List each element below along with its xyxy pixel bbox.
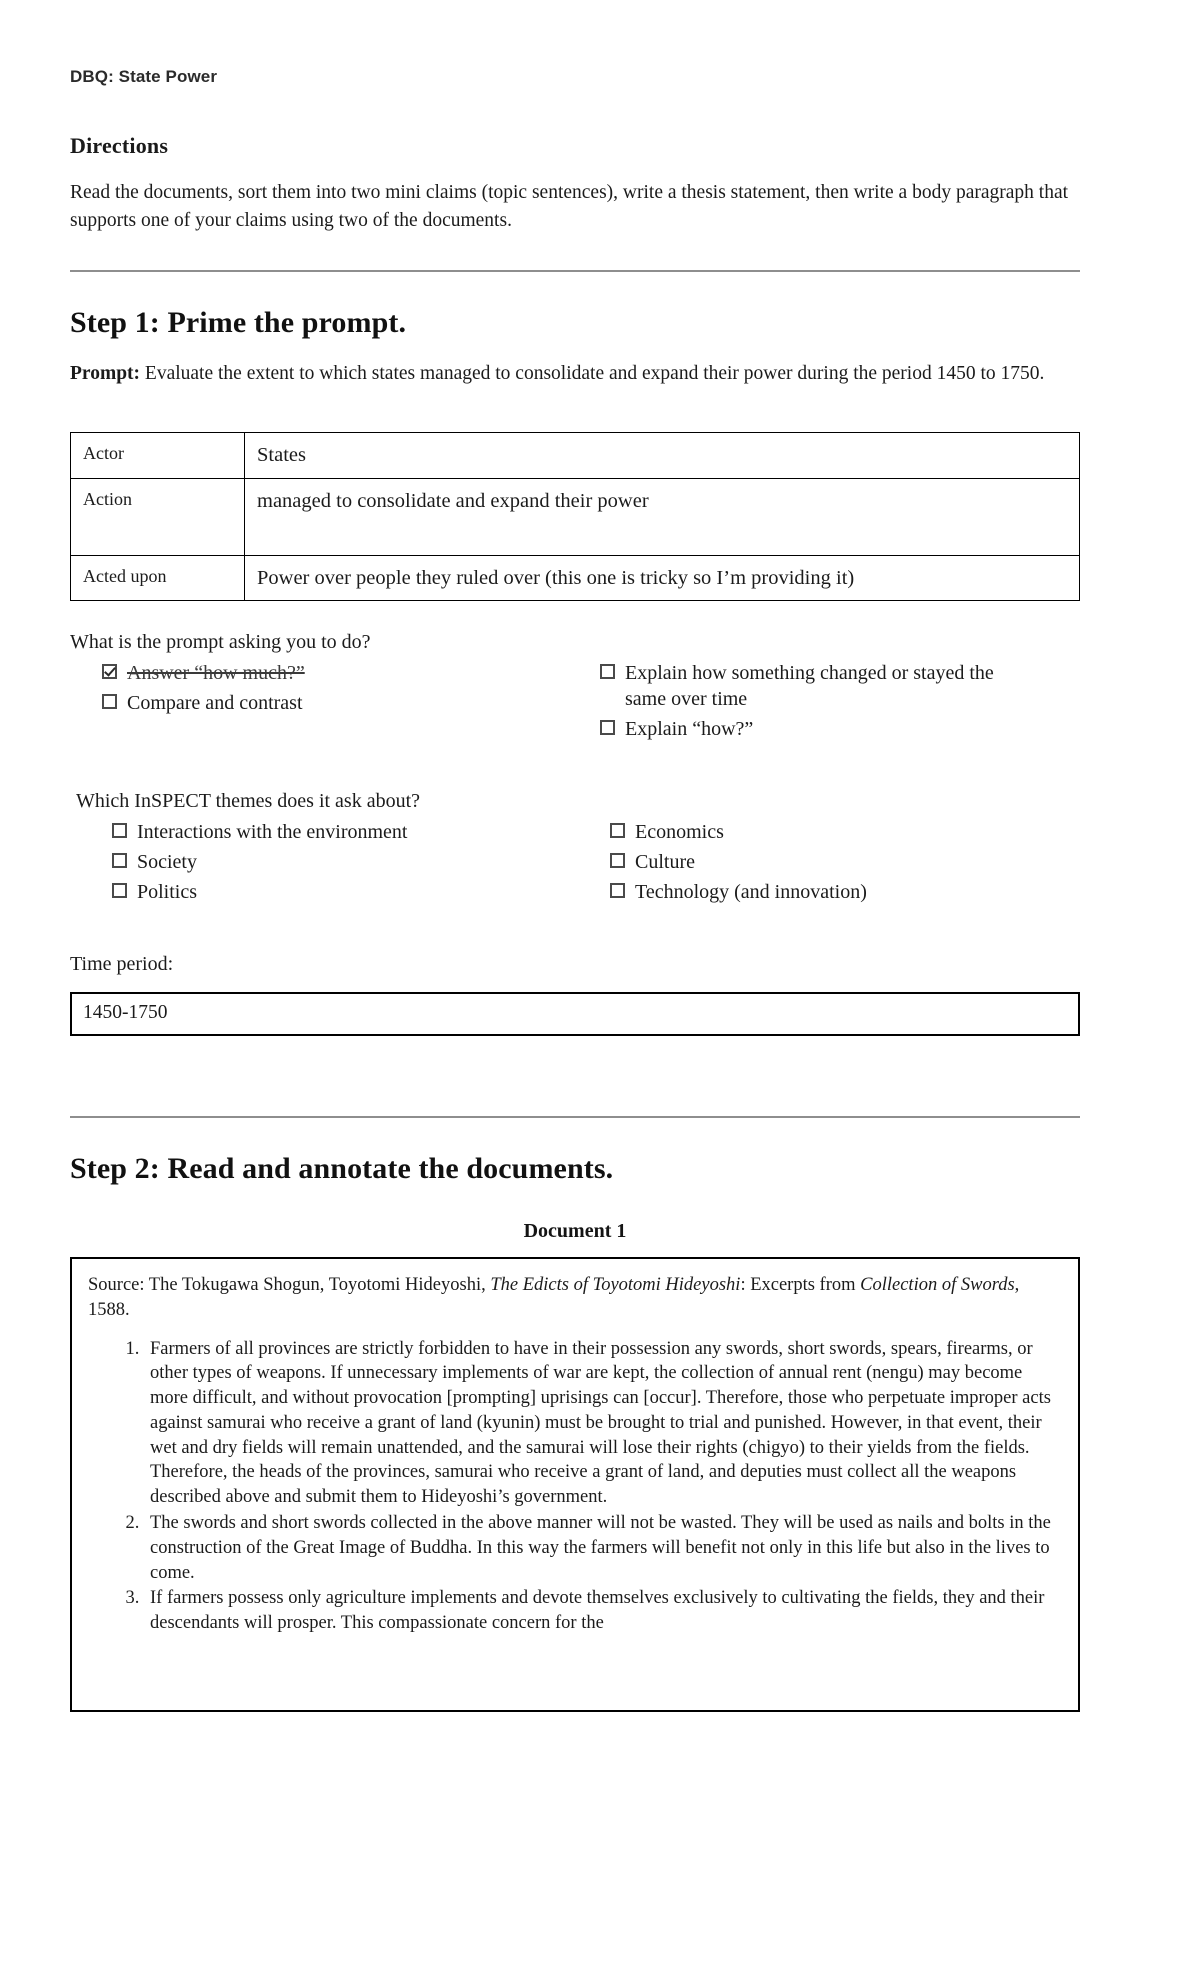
time-period-label: Time period:: [70, 953, 174, 976]
checkbox-row[interactable]: [102, 660, 600, 686]
inspect-themes-question: Which InSPECT themes does it ask about?: [76, 790, 421, 813]
list-item: 2. The swords and short swords collected in the above manner will not be wasted. They will be used as nails and bolts in the construction of the Great Image of Buddha. In this way the farmers will benefit not only in this life but also in the lives to come.: [144, 1511, 1062, 1585]
table-cell-value[interactable]: States: [245, 433, 1080, 479]
document-1-source: [88, 1273, 1062, 1322]
checkbox-icon[interactable]: [112, 823, 127, 838]
checkbox-icon[interactable]: [112, 853, 127, 868]
prompt-label: Prompt:: [70, 363, 141, 385]
inspect-themes-left-column: [76, 819, 610, 905]
document-1-box: [70, 1257, 1080, 1712]
checkbox-label: Compare and contrast: [127, 692, 303, 715]
checkbox-label: Answer “how much?”: [127, 662, 305, 685]
checkbox-icon[interactable]: [610, 853, 625, 868]
prompt-text: Evaluate the extent to which states managed to consolidate and expand their power during the period 1450 to 1750.: [140, 363, 1045, 385]
step2-heading: Step 2: Read and annotate the documents.: [70, 1152, 614, 1186]
checkbox-row[interactable]: [610, 879, 1030, 905]
source-collection: Collection of Swords: [860, 1275, 1015, 1296]
table-cell-value[interactable]: Power over people they ruled over (this one is tricky so I’m providing it): [245, 555, 1080, 601]
checkbox-label: Technology (and innovation): [635, 881, 867, 904]
checkbox-row[interactable]: [600, 716, 1020, 742]
checkbox-label: Interactions with the environment: [137, 821, 408, 844]
checkbox-icon[interactable]: [102, 694, 117, 709]
prompt-paragraph: [70, 360, 1080, 388]
prompt-task-left-column: [70, 660, 600, 742]
checkbox-label: Culture: [635, 851, 695, 874]
checkbox-row[interactable]: [610, 819, 1030, 845]
checkbox-row[interactable]: [112, 879, 610, 905]
checkbox-row[interactable]: [610, 849, 1030, 875]
document-1-heading: Document 1: [523, 1220, 627, 1243]
checkbox-label: Explain how something changed or stayed the same over time: [625, 662, 994, 711]
prompt-task-question-block: [70, 629, 1130, 742]
directions-heading: Directions: [70, 133, 169, 158]
source-title: The Edicts of Toyotomi Hideyoshi: [490, 1275, 741, 1296]
prime-prompt-table: [70, 432, 1080, 601]
inspect-themes-question-block: [70, 788, 1130, 905]
checkbox-row[interactable]: [102, 690, 600, 716]
table-cell-value[interactable]: managed to consolidate and expand their power: [245, 478, 1080, 555]
list-item: 3. If farmers possess only agriculture implements and devote themselves exclusively to cultivating the fields, they and their descendants will prosper. This compassionate concern for the: [144, 1586, 1062, 1636]
checkbox-icon[interactable]: [610, 883, 625, 898]
checkbox-label: Economics: [635, 821, 724, 844]
table-cell-label: Action: [71, 478, 245, 555]
document-1-list: [88, 1337, 1062, 1636]
checkbox-label: Society: [137, 851, 197, 874]
checkbox-icon[interactable]: [600, 720, 615, 735]
checkbox-icon[interactable]: [610, 823, 625, 838]
checkbox-label: Explain “how?”: [625, 718, 754, 741]
checkbox-label: Politics: [137, 881, 198, 904]
checkbox-icon[interactable]: [102, 664, 117, 679]
directions-text: Read the documents, sort them into two mini claims (topic sentences), write a thesis statement, then write a body paragraph that supports one of your claims using two of the documents.: [70, 182, 1069, 231]
list-item: 1. Farmers of all provinces are strictly forbidden to have in their possession any swords, short swords, spears, firearms, or other types of weapons. If unnecessary implements of war are kept, the collection of annual rent (nengu) may become more difficult, and without provocation [prompting] uprisings can [occur]. Therefore, those who perpetuate improper acts against samurai who receive a grant of land (kyunin) must be brought to trial and punished. However, in that event, their wet and dry fields will remain unattended, and the samurai will lose their rights (chigyo) to their yields from the fields. Therefore, the heads of the provinces, samurai who receive a grant of land, and deputies must collect all the weapons described above and submit them to Hideyoshi’s government.: [144, 1337, 1062, 1510]
checkbox-row[interactable]: [112, 849, 610, 875]
table-row: [71, 555, 1080, 601]
source-prefix: Source: The Tokugawa Shogun, Toyotomi Hideyoshi,: [88, 1275, 491, 1296]
table-cell-label: Actor: [71, 433, 245, 479]
prompt-task-question: What is the prompt asking you to do?: [70, 631, 371, 654]
source-middle: : Excerpts from: [740, 1275, 861, 1296]
prompt-task-right-column: [600, 660, 1020, 742]
table-row: [71, 478, 1080, 555]
inspect-themes-right-column: [610, 819, 1030, 905]
checkbox-icon[interactable]: [600, 664, 615, 679]
checkbox-icon[interactable]: [112, 883, 127, 898]
table-cell-label: Acted upon: [71, 555, 245, 601]
source-suffix: , 1588.: [88, 1275, 1020, 1320]
step2-section: [70, 1116, 1130, 1712]
checkbox-row[interactable]: [112, 819, 610, 845]
step1-heading: Step 1: Prime the prompt.: [70, 306, 407, 340]
page-title: DBQ: State Power: [70, 67, 218, 86]
checkbox-row[interactable]: [600, 660, 1020, 712]
table-row: [71, 433, 1080, 479]
time-period-field[interactable]: 1450-1750: [70, 992, 1080, 1036]
